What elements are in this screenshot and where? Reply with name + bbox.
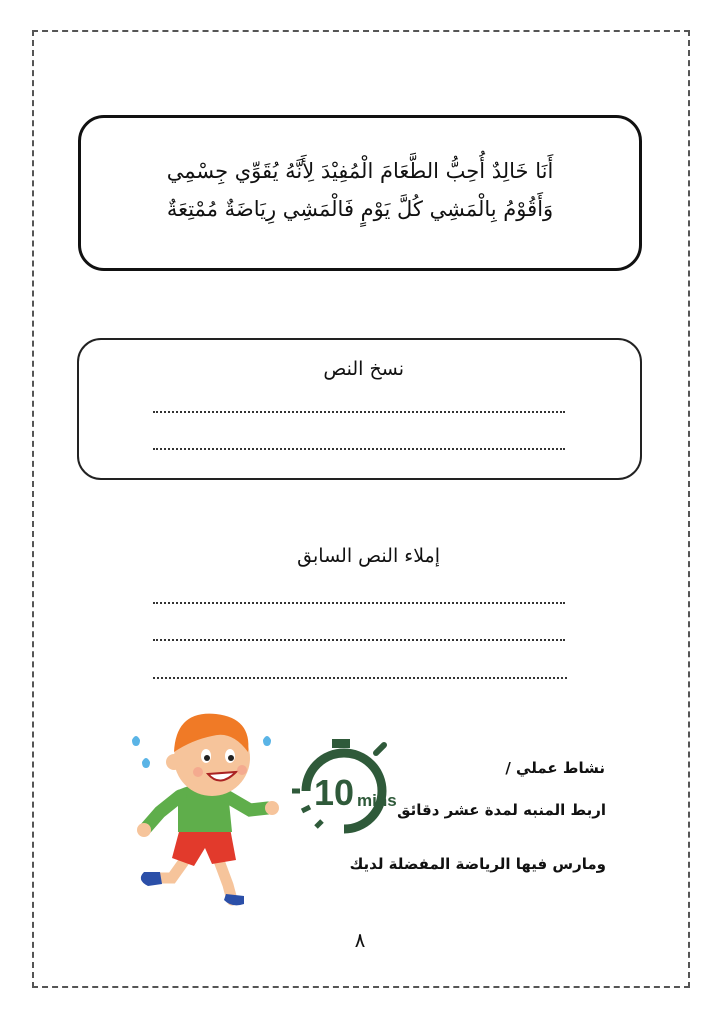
- copy-writing-line-1[interactable]: [153, 411, 565, 413]
- copy-section-title: نسخ النص: [323, 358, 404, 380]
- page-number: ٨: [354, 928, 366, 952]
- activity-instruction-2: ومارس فيها الرياضة المفضلة لديك: [349, 855, 606, 873]
- reading-text-box: [78, 115, 642, 271]
- reading-line-2: وَأَقُوْمُ بِالْمَشِي كُلَّ يَوْمٍ فَالْمَشِي رِيَاضَةٌ مُمْتِعَةٌ: [166, 197, 554, 221]
- dictation-writing-line-3[interactable]: [153, 677, 567, 679]
- running-boy-illustration: [120, 700, 280, 915]
- timer-unit: mins: [357, 791, 397, 810]
- timer-icon: [288, 735, 408, 845]
- activity-instruction-1: اربط المنبه لمدة عشر دقائق: [397, 801, 606, 819]
- activity-title: نشاط عملي /: [505, 759, 605, 777]
- dictation-writing-line-1[interactable]: [153, 602, 565, 604]
- copy-writing-line-2[interactable]: [153, 448, 565, 450]
- timer-number: 10: [314, 772, 355, 813]
- reading-line-1: أَنَا خَالِدٌ أُحِبُّ الطَّعَامَ الْمُفِيْدَ لِأَنَّهُ يُقَوِّي جِسْمِي: [166, 159, 554, 183]
- dictation-writing-line-2[interactable]: [153, 639, 565, 641]
- dictation-section-title: إملاء النص السابق: [297, 545, 440, 567]
